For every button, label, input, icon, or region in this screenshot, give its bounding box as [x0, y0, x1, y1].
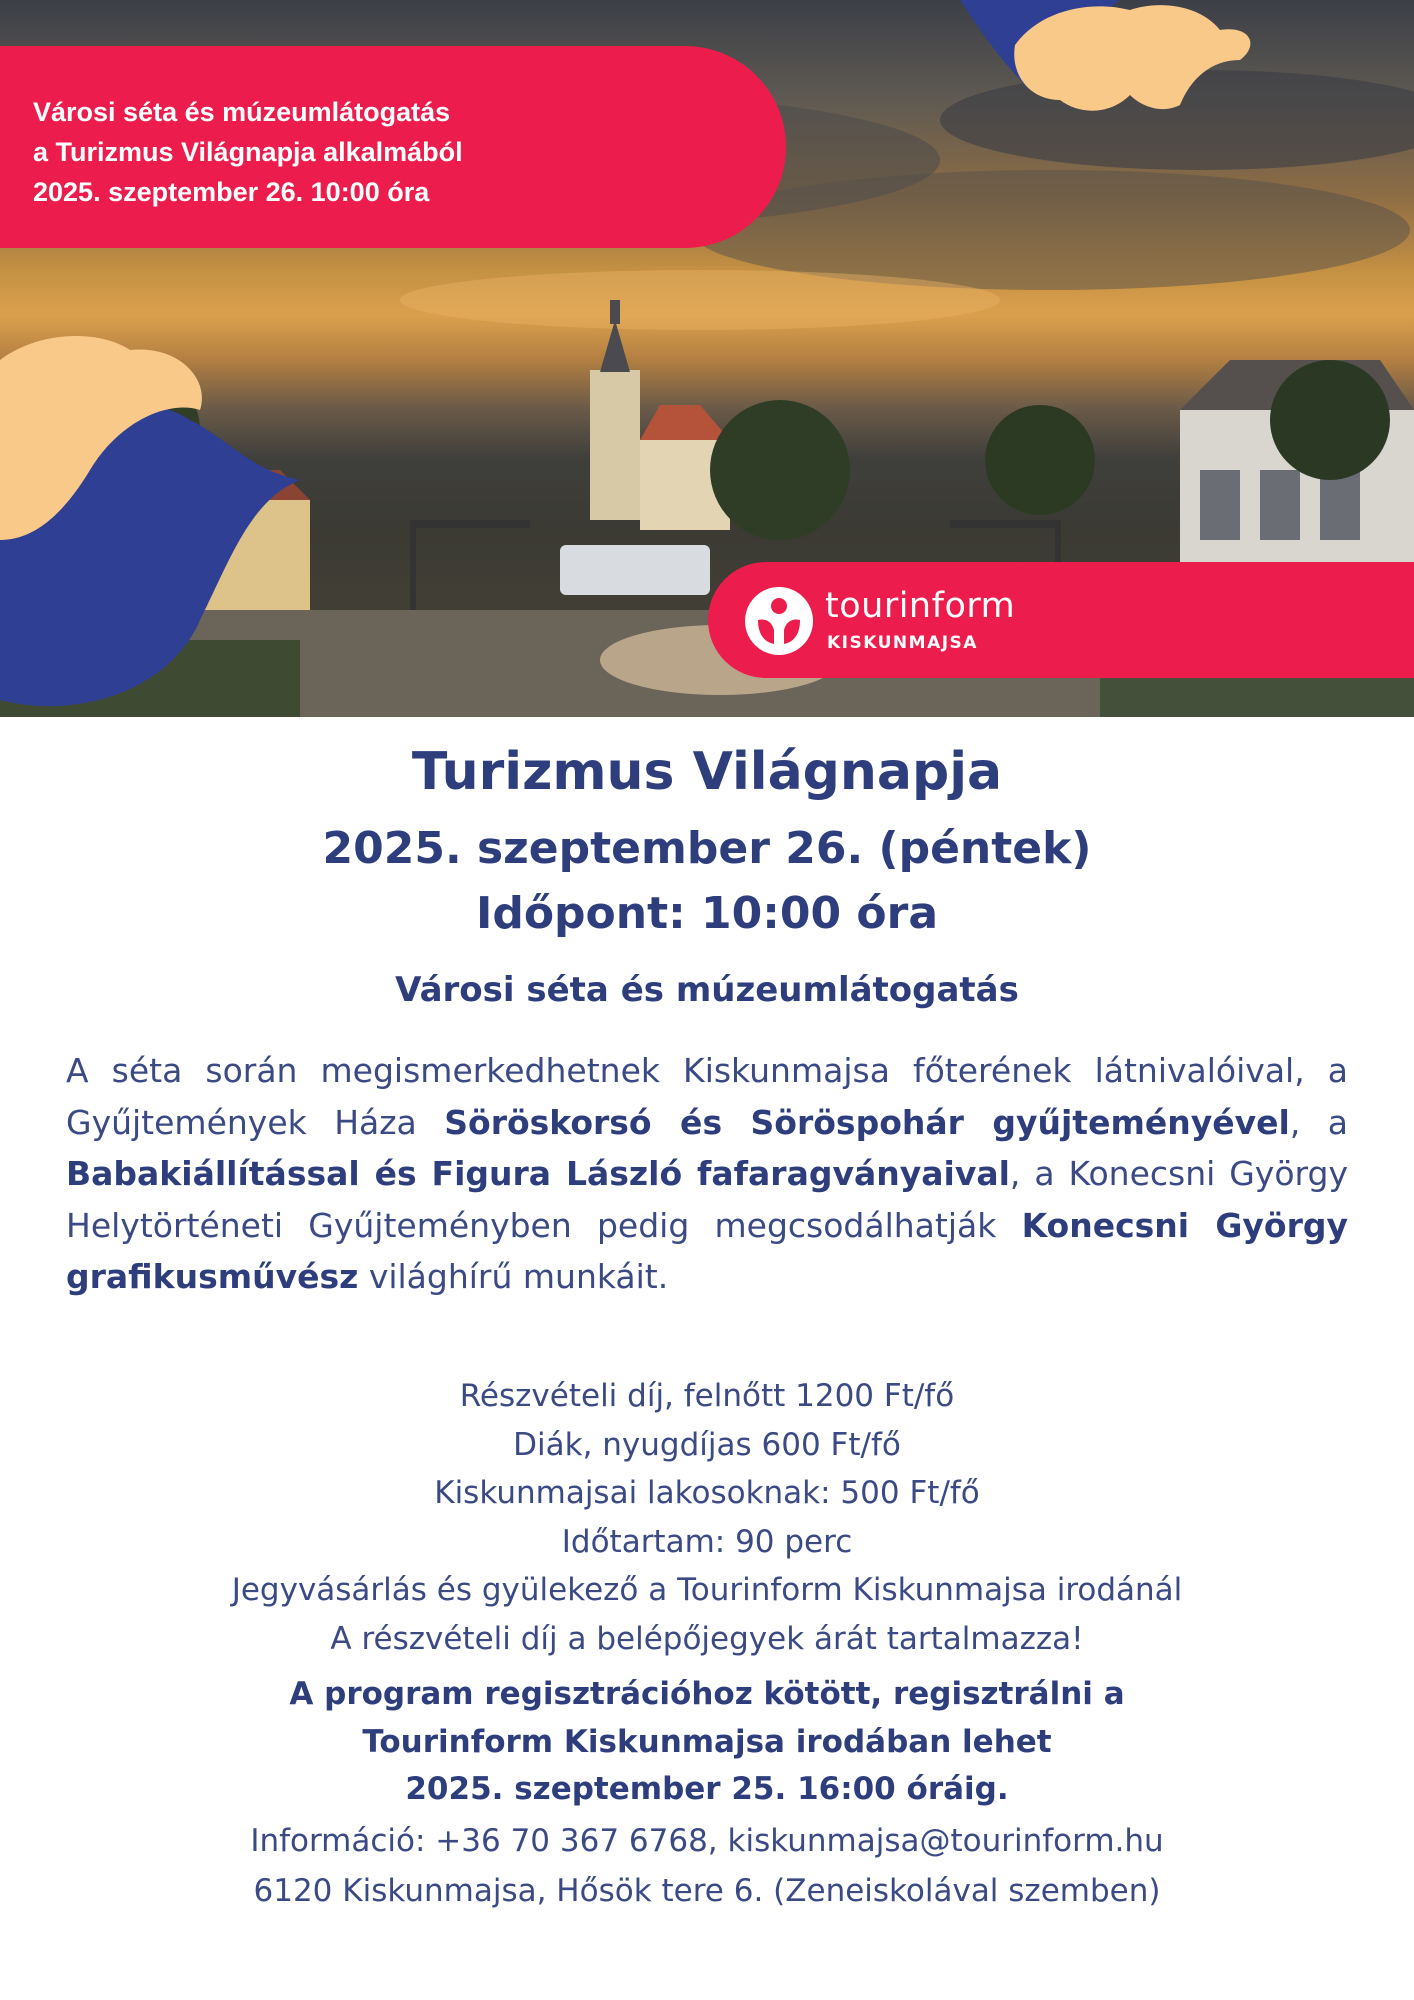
tourinform-logo	[708, 562, 1414, 678]
event-subtitle: Városi séta és múzeumlátogatás	[395, 970, 1019, 1010]
description-text-3: , a Konecsni György Helytörténeti Gyűjteményben pedig megcsodálhatják	[66, 1154, 1348, 1245]
meeting-point: Jegyvásárlás és gyülekező a Tourinform Kiskunmajsa irodánál	[231, 1572, 1183, 1608]
price-adult: Részvételi díj, felnőtt 1200 Ft/fő	[459, 1378, 955, 1414]
description-text-1: A séta során megismerkedhetnek Kiskunmajsa főterének látnivalóival, a Gyűjtemények Háza	[66, 1051, 1348, 1142]
registration-line-1: A program regisztrációhoz kötött, regisztrálni a	[289, 1676, 1125, 1712]
price-info	[0, 1372, 1414, 1663]
price-note: A részvételi díj a belépőjegyek árát tartalmazza!	[330, 1620, 1084, 1657]
duration: Időtartam: 90 perc	[561, 1523, 853, 1560]
price-student: Diák, nyugdíjas 600 Ft/fő	[513, 1426, 901, 1463]
event-date: 2025. szeptember 26. (péntek)	[322, 823, 1092, 874]
description-text-4: világhírű munkáit.	[358, 1257, 669, 1296]
banner-line-2: a Turizmus Világnapja alkalmából	[33, 137, 463, 167]
description-bold-1: Söröskorsó és Söröspohár gyűjteményével	[444, 1102, 1290, 1142]
description-paragraph	[66, 1045, 1348, 1303]
page-title: Turizmus Világnapja	[411, 742, 1003, 802]
description-text-2: , a	[1289, 1102, 1349, 1142]
event-banner	[0, 46, 786, 248]
description-bold-3: Konecsni György grafikusművész	[66, 1205, 1348, 1296]
registration-deadline: 2025. szeptember 25. 16:00 óráig.	[405, 1771, 1009, 1807]
contact-phone-email: Információ: +36 70 367 6768, kiskunmajsa@tourinform.hu	[250, 1823, 1164, 1859]
event-time: Időpont: 10:00 óra	[475, 888, 939, 939]
contact-address: 6120 Kiskunmajsa, Hősök tere 6. (Zeneiskolával szemben)	[253, 1873, 1161, 1909]
price-resident: Kiskunmajsai lakosoknak: 500 Ft/fő	[434, 1475, 980, 1511]
brand-name: tourinform	[825, 586, 1016, 626]
hero-photo	[0, 0, 1414, 717]
description-bold-2: Babakiállítással és Figura László fafaragványaival	[66, 1154, 1010, 1193]
banner-line-1: Városi séta és múzeumlátogatás	[33, 97, 451, 127]
brand-location: KISKUNMAJSA	[827, 633, 978, 653]
contact-info	[0, 1816, 1414, 1916]
tourinform-person-icon	[744, 586, 814, 656]
banner-line-3: 2025. szeptember 26. 10:00 óra	[33, 177, 430, 207]
registration-info	[0, 1671, 1414, 1814]
registration-line-2: Tourinform Kiskunmajsa irodában lehet	[362, 1723, 1052, 1760]
